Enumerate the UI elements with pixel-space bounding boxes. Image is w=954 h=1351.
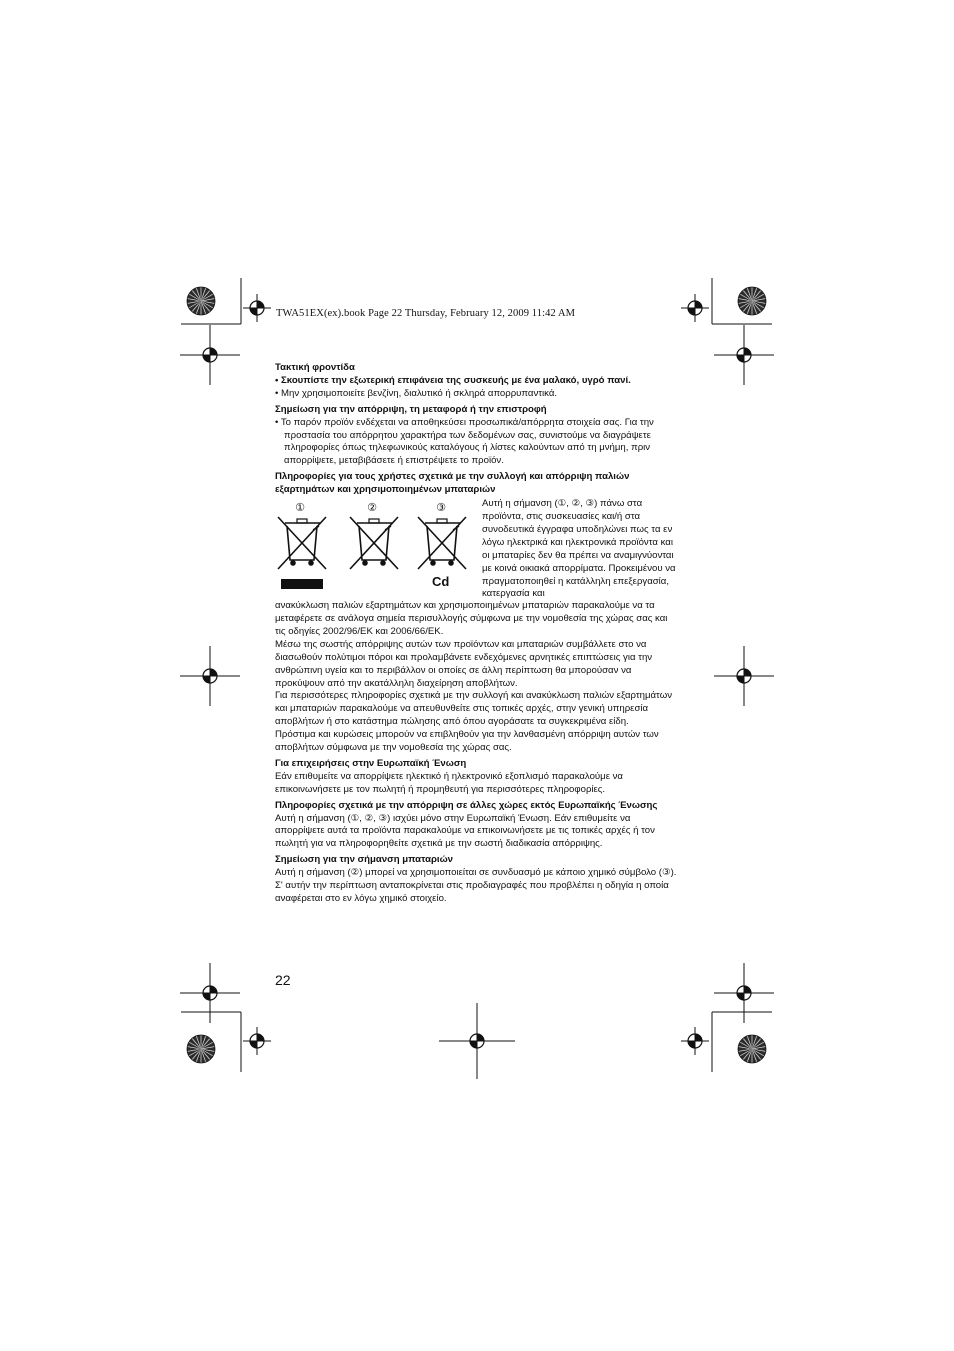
crossed-bin-icons [275,498,475,598]
registration-target-quadrant [688,1041,695,1048]
registration-target-quadrant [470,1041,477,1048]
weee-symbols-row [275,498,679,600]
registration-target-quadrant [744,348,751,355]
registration-target-quadrant [210,986,217,993]
section-title-business-eu: Για επιχειρήσεις στην Ευρωπαϊκή Ένωση [275,757,467,769]
section-title-outside-eu: Πληροφορίες σχετικά με την απόρριψη σε άλλες χώρες εκτός Ευρωπαϊκής Ένωσης [275,799,658,811]
care-bullet-1: • Σκουπίστε την εξωτερική επιφάνεια της συσκευής με ένα μαλακό, υγρό πανί. [275,375,679,388]
page-number: 22 [275,972,291,988]
section-title-battery-note: Σημείωση για την σήμανση μπαταριών [275,854,454,866]
section-title-disposal-note: Σημείωση για την απόρριψη, τη μεταφορά ή την επιστροφή [275,403,547,415]
registration-target-quadrant [203,355,210,362]
registration-target-quadrant [737,676,744,683]
business-eu-text: Εάν επιθυμείτε να απορρίψετε ηλεκτικό ή ηλεκτρονικό εξοπλισμό παρακαλούμε να επικοινωνήσετε με τον πωλητή ή προμηθευτή για περισσότερες πληροφορίες. [275,770,623,795]
symbol-label-3: ③ [436,501,446,515]
registration-target-quadrant [203,676,210,683]
registration-target-quadrant [695,1034,702,1041]
registration-target-quadrant [688,308,695,315]
section-title-collection-info: Πληροφορίες για τους χρήστες σχετικά με την συλλογή και απόρριψη παλιών εξαρτημάτων και χρησιμοποιημένων μπαταριών [275,471,630,496]
collection-paragraph-4: Πρόστιμα και κυρώσεις μπορούν να επιβληθούν για την λανθασμένη απόρριψη αυτών των αποβλήτων σύμφωνα με την νομοθεσία της χώρας σας. [275,729,659,754]
weee-symbol-description: Αυτή η σήμανση (①, ②, ③) πάνω στα προϊόντα, στις συσκευασίες και/ή στα συνοδευτικά έγγραφα υποδηλώνει πως τα εν λόγω ηλεκτρικά και ηλεκτρονικά προϊόντα και οι μπαταρίες δεν θα πρέπει να αναμιγνύονται με κοινά οικιακά απορρίματα. Προκειμένου να πραγματοποιηθεί η κατάλληλη επεξεργασία, κατεργασία και [482,498,676,600]
battery-note-text: Αυτή η σήμανση (②) μπορεί να χρησιμοποιείται σε συνδυασμό με κάποιο χημικό σύμβολο (③). Σ' αυτήν την περίπτωση ανταποκρίνεται στις προδιαγραφές που προβλέπει η οδηγία η οποία αναφέρεται στο εν λόγω χημικό στοιχείο. [275,867,677,904]
collection-text-continued: ανακύκλωση παλιών εξαρτημάτων και χρησιμοποιημένων μπαταριών παρακαλούμε να τα μεταφέρετε σε ανάλογα σημεία περισυλλογής σύμφωνα με την νομοθεσία της χώρας σας και τις οδηγίες 2002/96/ΕΚ και 2006/66/ΕΚ. [275,600,668,637]
disposal-note-bullet-1: • Το παρόν προϊόν ενδέχεται να αποθηκεύσει προσωπικά/απόρρητα στοιχεία σας. Για την προστασία του απόρρητου χαρακτήρα των δεδομένων σας, συνιστούμε να διαγράψετε πληροφορίες όπως τηλεφωνικούς καταλόγους ή λίστες καλούντων από τη μνήμη, πριν απορρίψετε, μεταβιβάσετε ή επιστρέψετε το προϊόν. [275,417,679,469]
crossed-bin-icon-2 [350,517,398,569]
collection-paragraph-2: Μέσω της σωστής απόρριψης αυτών των προϊόντων και μπαταριών συμβάλλετε στο να διασωθούν πολύτιμοι πόροι και προλαμβάνετε ενδεχόμενες αρνητικές επιπτώσεις για την ανθρώπινη υγεία και το περιβάλλον οι οποίες σε άλλη περίπτωση θα μπορούσαν να προκύψουν από την ακατάλληλη διαχείρηση αποβλήτων. [275,638,653,689]
registration-target-quadrant [744,669,751,676]
symbol-label-2: ② [367,501,377,515]
registration-target-quadrant [210,348,217,355]
crossed-bin-icon-3 [418,517,466,589]
registration-target-quadrant [744,986,751,993]
page-content [275,362,679,906]
registration-target-quadrant [477,1034,484,1041]
registration-target-quadrant [737,993,744,1000]
registration-target-quadrant [257,301,264,308]
registration-target-quadrant [250,1041,257,1048]
registration-target-quadrant [203,993,210,1000]
registration-target-quadrant [210,669,217,676]
outside-eu-text: Αυτή η σήμανση (①, ②, ③) ισχύει μόνο στην Ευρωπαϊκή Ένωση. Εάν επιθυμείτε να απορρίψετε αυτά τα προϊόντα παρακαλούμε να επικοινωνήσετε με τις τοπικές αρχές ή τον πωλητή για να πληροφορηθείτε σχετικά με την σωστή διαδικασία απόρριψης. [275,812,655,850]
cd-chemical-symbol: Cd [432,574,450,590]
section-title-care: Τακτική φροντίδα [275,362,355,373]
book-header-info: TWA51EX(ex).book Page 22 Thursday, February 12, 2009 11:42 AM [276,308,576,319]
registration-target-quadrant [737,355,744,362]
registration-target-quadrant [695,301,702,308]
registration-target-quadrant [257,1034,264,1041]
symbol-label-1: ① [295,501,305,515]
care-bullet-2: • Μην χρησιμοποιείτε βενζίνη, διαλυτικό ή σκληρά απορρυπαντικά. [275,388,679,401]
collection-paragraph-3: Για περισσότερες πληροφορίες σχετικά με την συλλογή και ανακύκλωση παλιών εξαρτημάτων και μπαταριών παρακαλούμε να απευθυνθείτε στις τοπικές αρχές, στην γενική υπηρεσία αποβλήτων ή στο κατάστημα πώλησης από όπου αγοράσατε τα συγκεκριμένα είδη. [275,690,672,728]
crossed-bin-icon-1 [278,517,326,589]
registration-target-quadrant [250,308,257,315]
